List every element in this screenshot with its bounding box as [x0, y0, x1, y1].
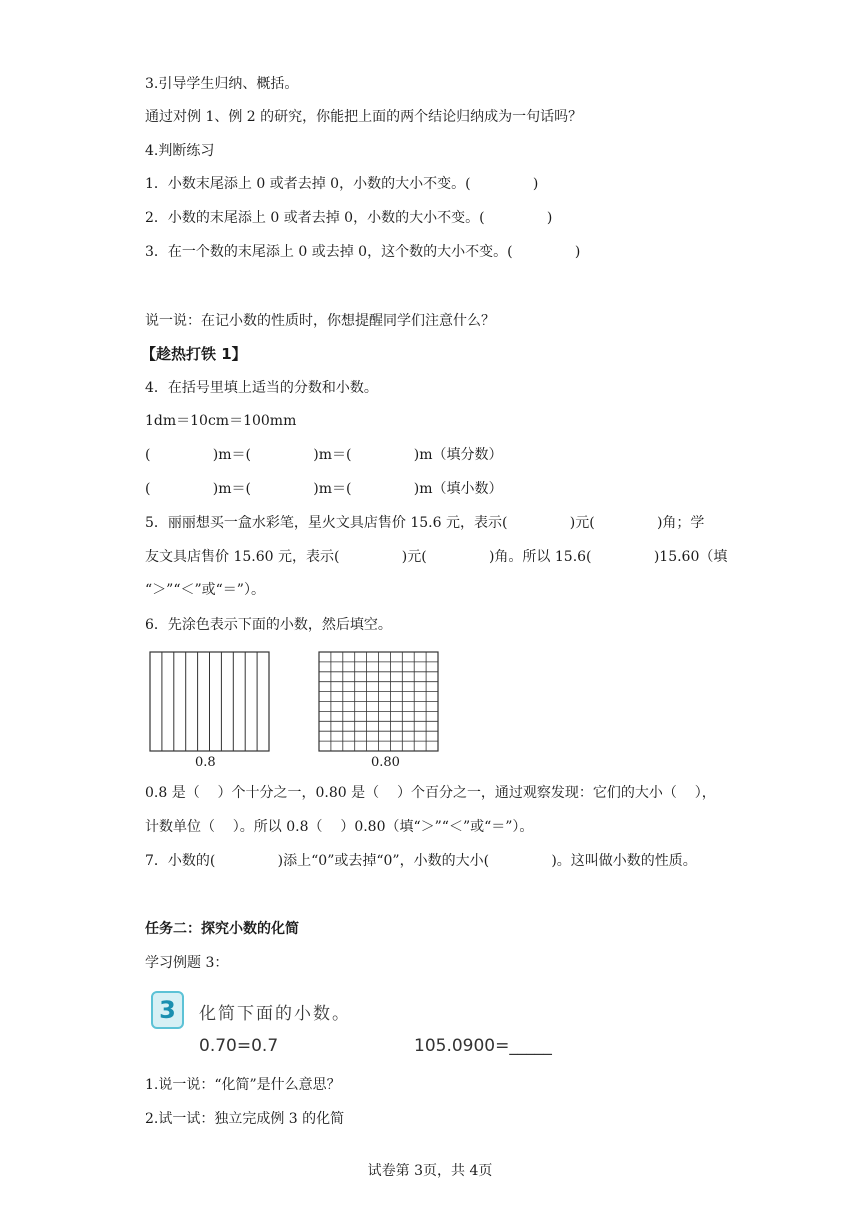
page-footer: 试卷第 3页，共 4页	[367, 1163, 493, 1179]
line-discuss: 说一说：在记小数的性质时，你想提醒同学们注意什么？	[145, 313, 495, 329]
question-6-fill-1: 0.8 是（ ）个十分之一，0.80 是（ ）个百分之一，通过观察发现：它们的大小（ ），	[145, 785, 716, 801]
question-7: 7．小数的( )添上“0”或去掉“0”，小数的大小( )。这叫做小数的性质。	[145, 853, 697, 869]
judge-item-1: 1．小数末尾添上 0 或者去掉 0，小数的大小不变。( )	[145, 176, 539, 192]
example-equation-1: 0.70=0.7	[199, 1036, 279, 1056]
example-equation-2: 105.0900=_____	[414, 1036, 552, 1056]
section-heading-practice: 【趁热打铁 1】	[141, 345, 247, 363]
judge-item-2: 2．小数的末尾添上 0 或者去掉 0，小数的大小不变。( )	[145, 210, 553, 226]
judge-item-3: 3．在一个数的末尾添上 0 或去掉 0，这个数的大小不变。( )	[145, 244, 581, 260]
question-5-line-1: 5．丽丽想买一盒水彩笔，星火文具店售价 15.6 元，表示( )元( )角；学	[145, 515, 705, 531]
tenths-grid-label: 0.8	[195, 755, 216, 770]
question-5-line-3: “＞”“＜”或“＝”）。	[145, 582, 265, 598]
question-6-fill-2: 计数单位（ ）。所以 0.8（ ）0.80（填“＞”“＜”或“＝”）。	[145, 819, 534, 835]
study-example-3: 学习例题 3：	[145, 955, 229, 971]
example-title: 化简下面的小数。	[199, 1004, 351, 1024]
hundredths-grid-label: 0.80	[371, 755, 400, 770]
task-2-discuss: 1.说一说：“化简”是什么意思？	[145, 1077, 341, 1093]
task-2-try: 2.试一试：独立完成例 3 的化简	[145, 1111, 345, 1127]
question-4-units: 1dm＝10cm＝100mm	[145, 413, 297, 429]
tenths-grid	[149, 651, 271, 753]
line-guide-summary: 3.引导学生归纳、概括。	[145, 76, 299, 92]
line-question-summarize: 通过对例 1、例 2 的研究，你能把上面的两个结论归纳成为一句话吗？	[145, 109, 583, 125]
hundredths-grid	[318, 651, 440, 753]
section-heading-task-2: 任务二：探究小数的化简	[145, 921, 299, 937]
example-number-badge	[151, 991, 184, 1029]
example-number: 3	[159, 996, 176, 1024]
question-4-decimals: ( )m＝( )m＝( )m（填小数）	[145, 481, 503, 497]
line-judge-practice: 4.判断练习	[145, 143, 215, 159]
question-6: 6．先涂色表示下面的小数，然后填空。	[145, 617, 392, 633]
question-4-fractions: ( )m＝( )m＝( )m（填分数）	[145, 447, 503, 463]
question-4: 4．在括号里填上适当的分数和小数。	[145, 380, 378, 396]
question-5-line-2: 友文具店售价 15.60 元，表示( )元( )角。所以 15.6( )15.60（填	[145, 549, 728, 565]
